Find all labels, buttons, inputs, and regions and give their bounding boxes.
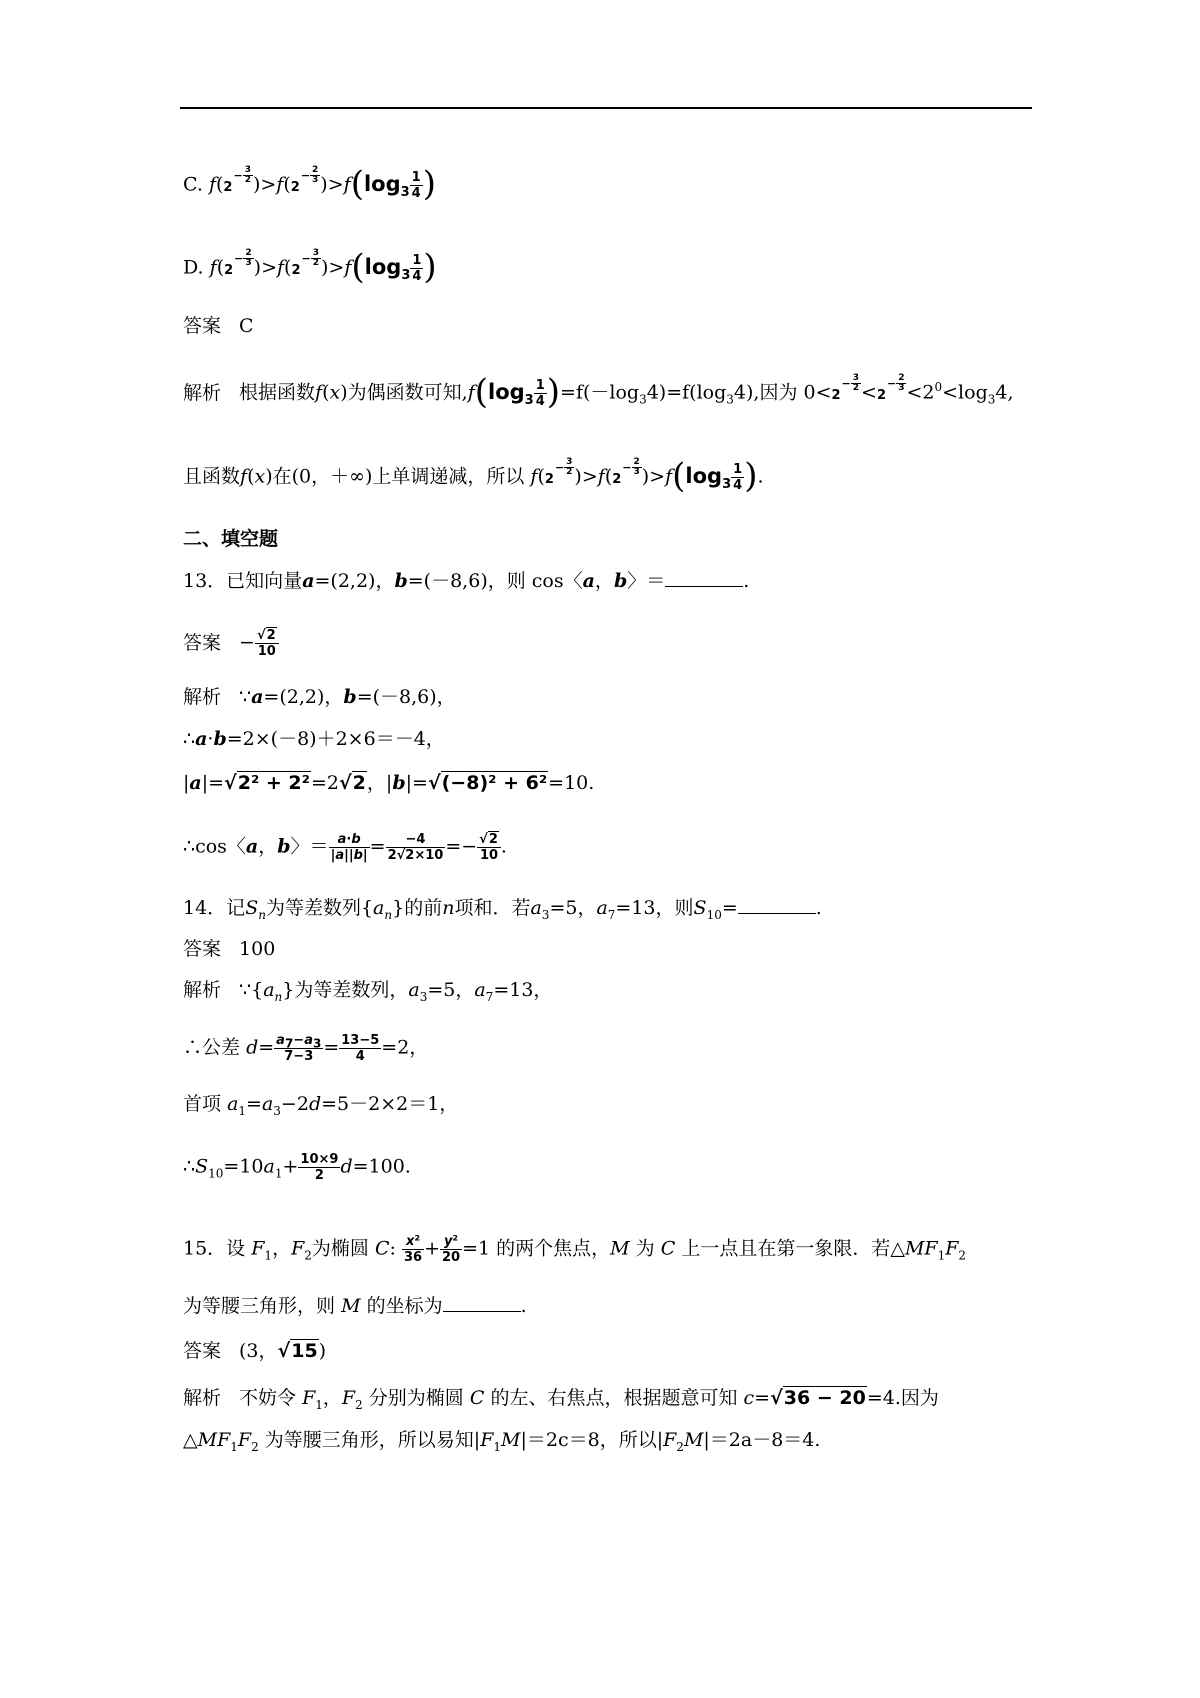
solution-14-line2: ∴公差 d= $\frac{a_7-a_3}{7-3}$ = $\frac{13-5}{4}$ =2， <box>183 1033 429 1064</box>
answer-13: 答案 − $\frac{√2}{10}$ <box>183 628 279 659</box>
option-d-label: D. <box>183 256 204 279</box>
solution-13-line1: 解析 ∵a=(2,2)，b=(－8,6)， <box>183 686 456 708</box>
answer-value: 100 <box>239 938 276 960</box>
header-rule <box>180 107 1032 109</box>
option-c: C. $f(2^{- \frac{3}{2}}$ )$>f(2^{- \frac{2}{3}}$ )$>f(\log_3$ $\frac{1}{4}$ ) <box>183 163 436 204</box>
answer-label: 答案 <box>183 1340 222 1362</box>
answer-value: C <box>239 315 254 337</box>
solution-15-line1: 解析 不妨令 $F_1$，$F_2$ 分别为椭圆 C 的左、右焦点，根据题意可知 c=√36 − 20=4.因为 <box>183 1387 939 1412</box>
answer-14 <box>183 936 275 962</box>
answer-label: 答案 <box>183 631 222 654</box>
solution-13-line2: ∴a·b=2×(－8)＋2×6＝－4， <box>183 728 445 750</box>
answer-blank[interactable] <box>443 1295 521 1312</box>
solution-label: 解析 <box>183 686 222 708</box>
answer-12 <box>183 313 254 339</box>
answer-label: 答案 <box>183 938 222 960</box>
answer-blank[interactable] <box>738 897 816 914</box>
question-15-line2: 为等腰三角形，则 M 的坐标为 . <box>183 1295 527 1317</box>
solution-label: 解析 <box>183 979 222 1001</box>
solution-label: 解析 <box>183 1387 222 1409</box>
solution-label: 解析 <box>183 381 222 404</box>
question-15-line1: 15．设 $F_1$，$F_2$为椭圆 C: $\frac{\text{x²}}{36}$ + $\frac{\text{y²}}{20}$ =1 的两个焦点，M 为 C 上一点且在第一象限．若$\triangle MF_1F_2$ <box>183 1234 967 1265</box>
solution-13-line3: |a|=√2² + 2²=2√2，|b|=√(−8)² + 6²=10. <box>183 772 595 794</box>
solution-14-line4: $\therefore S_{10}=10a_1+$ $\frac{10\times 9}{2}$ d=100. <box>183 1152 411 1183</box>
answer-label: 答案 <box>183 315 222 337</box>
section-title: 二、填空题 <box>183 528 279 550</box>
solution-14-line3: 首项 $a_1=a_3-2d=5-2\times 2=1$， <box>183 1093 459 1118</box>
solution-12-line2: 且函数f(x)在(0，＋∞)上单调递减，所以 $f(2^{- \frac{3}{2}}$ )$>f(2^{- \frac{2}{3}}$ )$>f(\log_3$ $\frac{1}{4}$ ). <box>183 455 764 496</box>
solution-15-line2: $\triangle MF_1F_2$ 为等腰三角形，所以易知$|F_1M|=2c=8$，所以$|F_2M|=2a-8=4$. <box>183 1429 821 1454</box>
solution-13-line4: ∴cos〈a，b〉＝ $\frac{a\cdot b}{|a||b|}$ = $\frac{-4}{2√2\times 10}$ =− $\frac{√2}{10}$ . <box>183 832 507 863</box>
answer-15: 答案 (3，√15) <box>183 1340 327 1362</box>
option-d: D. $f(2^{- \frac{2}{3}}$ )$>f(2^{- \frac{3}{2}}$ )$>f(\log_3$ $\frac{1}{4}$ ) <box>183 246 437 287</box>
question-13: 13．已知向量a=(2,2)，b=(－8,6)，则 cos〈a，b〉＝ . <box>183 570 750 592</box>
option-c-label: C. <box>183 173 203 196</box>
answer-blank[interactable] <box>665 570 743 587</box>
solution-12-line1: 解析 根据函数f(x)为偶函数可知$,f(\log_3$ $\frac{1}{4}$ )$=f(-\log_34)=f(\log_34)$,因为 $0<2^{- \frac{3}{2}}$ $<2^{- \frac{2}{3}}$ $<2^0<\log_34$, <box>183 371 1014 412</box>
solution-14-line1: 解析 $\because\{a_n\}$为等差数列，$a_3=5$，$a_7=13$， <box>183 979 553 1004</box>
question-14: 14．记$S_n$为等差数列$\{a_n\}$的前n项和．若$a_3=5$，$a_7=13$，则$S_{10}=$ . <box>183 897 822 922</box>
